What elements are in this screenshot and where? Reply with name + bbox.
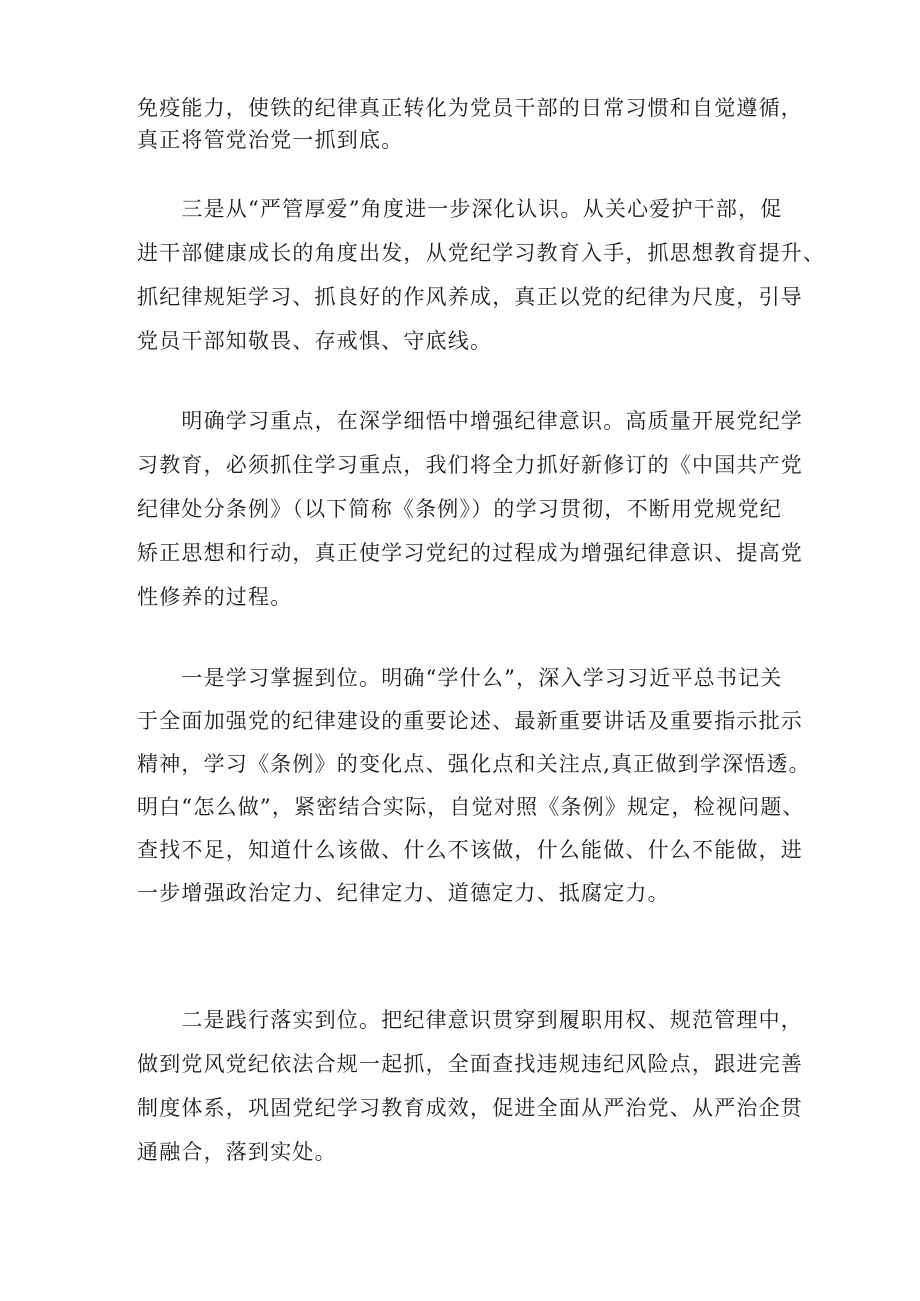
- text-line: 抓纪律规矩学习、抓良好的作风养成，真正以党的纪律为尺度，引导: [137, 285, 803, 309]
- text-line: 真正将管党治党一抓到底。: [137, 128, 404, 152]
- paragraph-5: [137, 998, 803, 1174]
- text-line: 做到党风党纪依法合规一起抓，全面查找违规违纪风险点，跟进完善: [137, 1052, 803, 1076]
- text-line: 于全面加强党的纪律建设的重要论述、最新重要讲话及重要指示批示: [137, 709, 803, 733]
- text-line: 一是学习掌握到位。明确“学什么”，深入学习习近平总书记关: [137, 666, 783, 690]
- text-line: 二是践行落实到位。把纪律意识贯穿到履职用权、规范管理中，: [137, 1008, 803, 1032]
- text-line: 制度体系，巩固党纪学习教育成效，促进全面从严治党、从严治企贯: [137, 1096, 803, 1120]
- paragraph-4: [137, 657, 811, 915]
- text-line: 矫正思想和行动，真正使学习党纪的过程成为增强纪律意识、提高党: [137, 541, 803, 565]
- text-line: 通融合，落到实处。: [137, 1140, 337, 1164]
- text-line: 三是从“严管厚爱”角度进一步深化认识。从关心爱护干部，促: [137, 197, 783, 221]
- text-line: 一步增强政治定力、纪律定力、道德定力、抵腐定力。: [137, 881, 670, 905]
- text-line: 精神，学习《条例》的变化点、强化点和关注点,真正做到学深悟透。: [137, 752, 811, 776]
- paragraph-3: [137, 399, 803, 619]
- text-line: 进干部健康成长的角度出发，从党纪学习教育入手，抓思想教育提升、: [137, 241, 826, 265]
- text-line: 纪律处分条例》（以下简称《条例》）的学习贯彻，不断用党规党纪: [137, 497, 782, 521]
- text-line: 明确学习重点，在深学细悟中增强纪律意识。高质量开展党纪学: [137, 409, 803, 433]
- text-line: 党员干部知敬畏、存戒惧、守底线。: [137, 329, 493, 353]
- text-line: 性修养的过程。: [137, 585, 293, 609]
- text-line: 明白“怎么做”，紧密结合实际，自觉对照《条例》规定，检视问题、: [137, 795, 805, 819]
- text-line: 习教育，必须抓住学习重点，我们将全力抓好新修订的《中国共产党: [137, 453, 803, 477]
- text-line: 免疫能力，使铁的纪律真正转化为党员干部的日常习惯和自觉遵循，: [137, 96, 803, 120]
- paragraph-2: [137, 187, 826, 363]
- text-line: 查找不足，知道什么该做、什么不该做，什么能做、什么不能做，进: [137, 838, 803, 862]
- paragraph-1: [137, 92, 803, 156]
